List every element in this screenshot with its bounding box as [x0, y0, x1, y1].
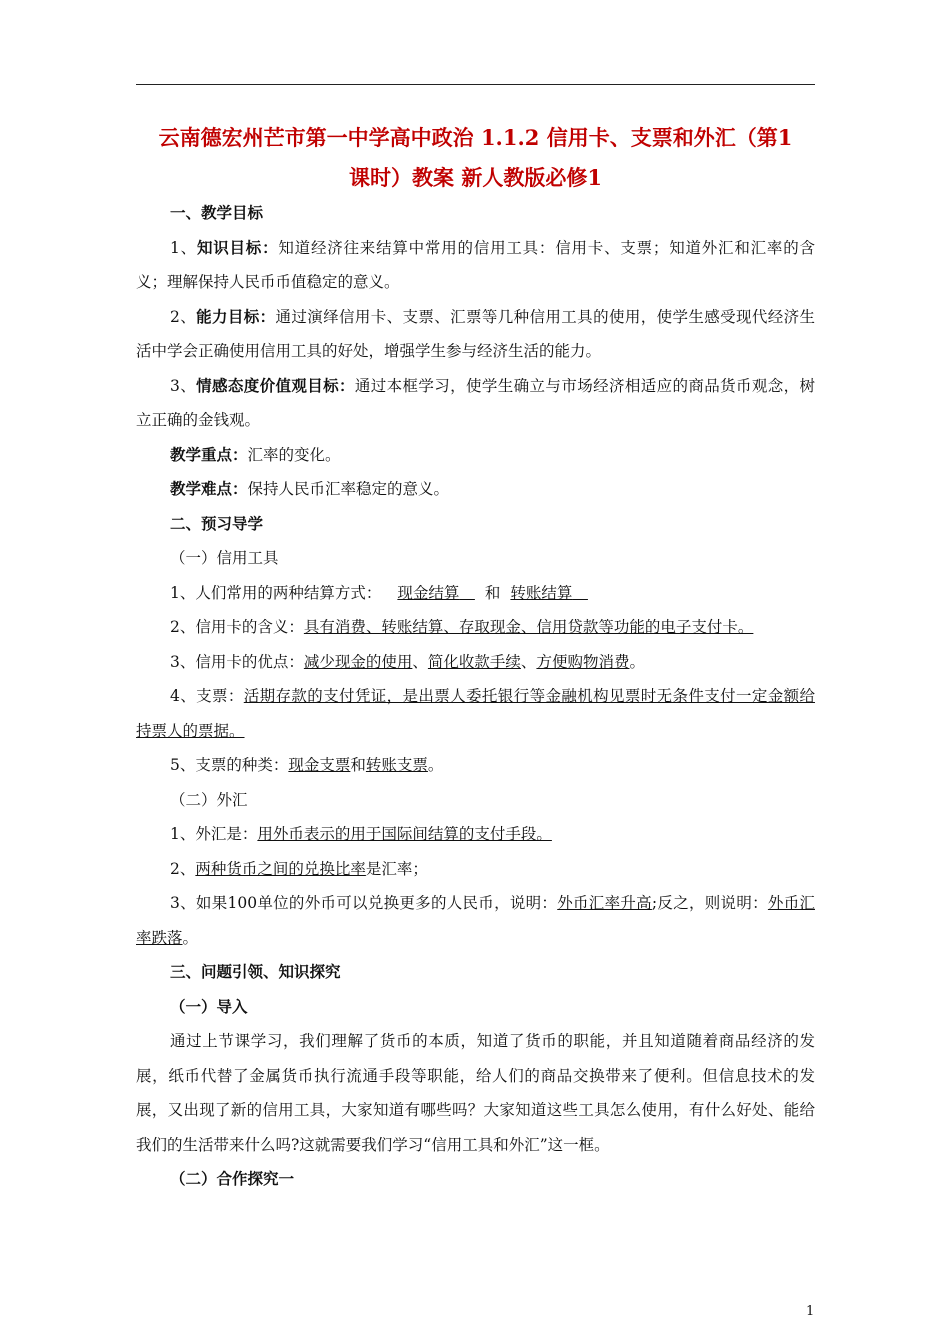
preview-item-3: 3、信用卡的优点：减少现金的使用、简化收款手续、方便购物消费。 [170, 652, 645, 671]
page-number: 1 [806, 1304, 815, 1319]
fx-item-1: 1、外汇是：用外币表示的用于国际间结算的支付手段。 [170, 825, 552, 843]
introduction-paragraph: 通过上节课学习，我们理解了货币的本质，知道了货币的职能，并且知道随着商品经济的发展，纸币代替了金属货币执行流通手段等职能，给人们的商品交换带来了便利。但信息技术的发展，又出现了新的信用工具，大家知道有哪些吗？大家知道这些工具怎么使用，有什么好处、能给我们的生活带来什么吗?这就需要我们学习“信用工具和外汇”这一框。 [136, 1032, 815, 1154]
preview-item-4: 4、支票：活期存款的支付凭证，是出票人委托银行等金融机构见票时无条件支付一定金额给持票人的票据。 [136, 687, 815, 740]
fx-item-3: 3、如果100单位的外币可以兑换更多的人民币，说明：外币汇率升高;反之，则说明：外币汇率跌落。 [136, 894, 815, 947]
answer-cash-settlement: 现金结算 [397, 583, 460, 602]
preview-item-1: 1、人们常用的两种结算方式： 现金结算 和 转账结算 [170, 583, 573, 602]
answer-credit-card-meaning: 具有消费、转账结算、存取现金、信用贷款等功能的电子支付卡。 [303, 618, 754, 636]
title-line-1: 云南德宏州芒市第一中学高中政治 1.1.2 信用卡、支票和外汇（第1 [158, 125, 793, 150]
goal-ability: 2、能力目标：通过演绎信用卡、支票、汇票等几种信用工具的使用，使学生感受现代经济生活中学会正确使用信用工具的好处，增强学生参与经济生活的能力。 [136, 306, 815, 360]
teaching-difficulty: 教学难点：保持人民币汇率稳定的意义。 [170, 479, 450, 498]
answer-cheque-definition: 活期存款的支付凭证，是出票人委托银行等金融机构见票时无条件支付一定金额给持票人的票据。 [136, 687, 815, 740]
answer-transfer-settlement: 转账结算 [510, 583, 573, 602]
title-line-2: 课时）教案 新人教版必修1 [349, 165, 602, 190]
goal-knowledge: 1、知识目标：知道经济往来结算中常用的信用工具：信用卡、支票；知道外汇和汇率的含义；理解保持人民币币值稳定的意义。 [136, 237, 815, 291]
document-title [136, 118, 815, 198]
teaching-key-point: 教学重点：汇率的变化。 [170, 444, 341, 464]
header-rule [136, 84, 815, 85]
goal-emotion-text: 通过本框学习，使学生确立与市场经济相适应的商品货币观念，树立正确的金钱观。 [136, 376, 815, 429]
section-3-heading: 三、问题引领、知识探究 [170, 962, 341, 981]
goal-emotion-label: 情感态度价值观目标： [196, 375, 355, 395]
subsection-introduction: （一）导入 [170, 996, 248, 1016]
fx-item-2: 2、两种货币之间的兑换比率是汇率； [170, 859, 428, 878]
section-2-heading: 二、预习导学 [170, 513, 264, 533]
preview-item-5: 5、支票的种类：现金支票和转账支票。 [170, 756, 444, 774]
subsection-credit-tools: （一）信用工具 [170, 549, 279, 567]
subsection-cooperative-inquiry: （二）合作探究一 [170, 1169, 295, 1188]
document-body [136, 196, 815, 1197]
goal-ability-label: 能力目标： [196, 306, 276, 326]
preview-item-2: 2、信用卡的含义：具有消费、转账结算、存取现金、信用贷款等功能的电子支付卡。 [170, 618, 754, 636]
goal-ability-text: 通过演绎信用卡、支票、汇票等几种信用工具的使用，使学生感受现代经济生活中学会正确使用信用工具的好处，增强学生参与经济生活的能力。 [136, 307, 815, 360]
goal-knowledge-label: 知识目标： [196, 237, 279, 257]
goal-emotion: 3、情感态度价值观目标：通过本框学习，使学生确立与市场经济相适应的商品货币观念，树立正确的金钱观。 [136, 375, 815, 429]
goal-knowledge-text: 知道经济往来结算中常用的信用工具：信用卡、支票；知道外汇和汇率的含义；理解保持人民币币值稳定的意义。 [136, 238, 815, 291]
subsection-foreign-exchange: （二）外汇 [170, 790, 248, 809]
section-1-heading: 一、教学目标 [170, 203, 264, 222]
